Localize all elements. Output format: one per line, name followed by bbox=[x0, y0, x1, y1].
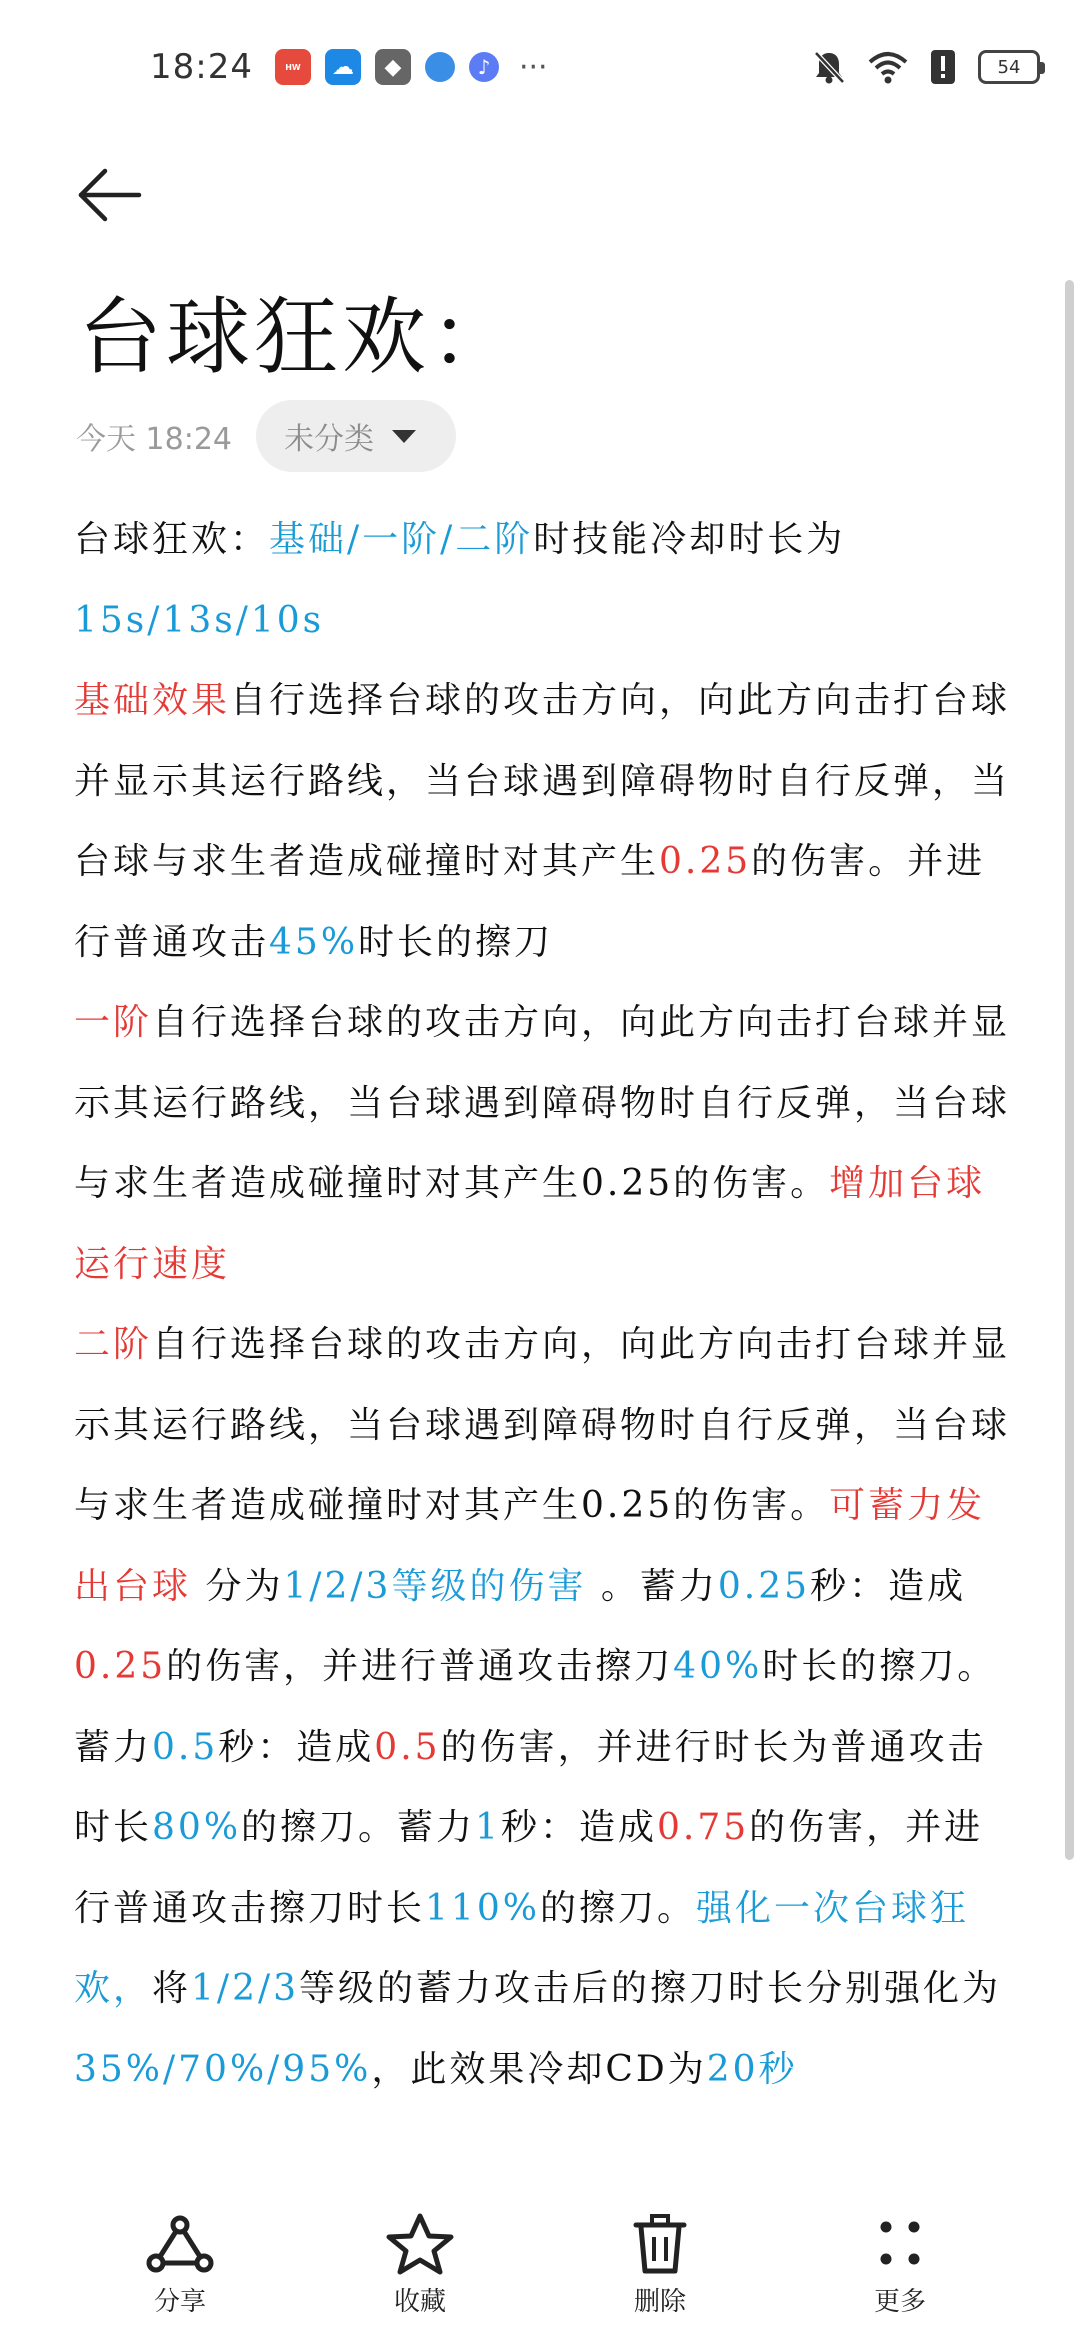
scrollbar[interactable] bbox=[1065, 280, 1074, 1860]
caret-down-icon bbox=[392, 430, 416, 443]
status-right bbox=[812, 40, 1040, 94]
text-run: ，此效果冷却CD为 bbox=[371, 2048, 707, 2090]
status-left bbox=[150, 40, 548, 94]
text-run-blue: 1 bbox=[475, 1807, 501, 1848]
text-run-blue: 0.5 bbox=[152, 1726, 219, 1768]
share-icon bbox=[144, 2213, 216, 2275]
bottom-toolbar bbox=[0, 2190, 1080, 2340]
arrow-left-icon bbox=[77, 167, 143, 223]
share-button[interactable] bbox=[100, 2213, 260, 2318]
text-run-red: 0.25 bbox=[659, 841, 752, 882]
note-date: 今天 18:24 bbox=[76, 422, 232, 457]
category-dropdown[interactable] bbox=[256, 400, 456, 472]
music-app-icon: ♪ bbox=[469, 52, 499, 82]
text-run-red: 可蓄力发出台球 bbox=[74, 1485, 986, 1607]
text-run: 时长的擦刀。蓄力 bbox=[74, 1646, 997, 1768]
text-run: 将 bbox=[152, 1968, 192, 2009]
text-run-red: 0.5 bbox=[374, 1726, 441, 1768]
text-run-red: 增加台球运行速度 bbox=[74, 1163, 986, 1285]
share-label: 分享 bbox=[153, 2286, 206, 2317]
text-run: 的伤害，并进行普通攻击擦刀 bbox=[166, 1646, 674, 1687]
text-run: 的伤害，并进行普通攻击擦刀时长 bbox=[74, 1807, 984, 1929]
text-run: 时长的擦刀 bbox=[358, 921, 554, 963]
text-run: 的擦刀。 bbox=[539, 1887, 696, 1929]
text-run: 的伤害，并进行时长为普通攻击时长 bbox=[74, 1726, 987, 1848]
text-run-blue: 40% bbox=[673, 1646, 763, 1687]
text-run: 的擦刀。蓄力 bbox=[241, 1807, 476, 1848]
text-run: 自行选择台球的攻击方向，向此方向击打台球并显示其运行路线，当台球遇到障碍物时自行反弹，当台球与求生者造成碰撞时对其产生 bbox=[74, 680, 1011, 882]
huawei-app-icon: HW bbox=[275, 49, 311, 85]
text-run: 分为 bbox=[191, 1565, 284, 1607]
text-run-red: 一阶 bbox=[74, 1002, 153, 1043]
text-run-red: 二阶 bbox=[74, 1324, 153, 1365]
text-run-red: 0.25 bbox=[74, 1646, 167, 1687]
browser-app-icon bbox=[425, 52, 455, 82]
text-run: 台球狂欢： bbox=[74, 519, 270, 560]
more-notifications-icon: ··· bbox=[518, 49, 548, 85]
favorite-label: 收藏 bbox=[393, 2286, 446, 2317]
text-run-blue: 80% bbox=[152, 1807, 242, 1848]
more-label: 更多 bbox=[873, 2286, 926, 2317]
text-run-red: 基础效果 bbox=[74, 680, 231, 721]
text-run-blue: 1/2/3等级的伤害 bbox=[283, 1565, 587, 1607]
battery-level: 54 bbox=[997, 56, 1021, 78]
delete-label: 删除 bbox=[633, 2286, 686, 2317]
bell-muted-icon bbox=[812, 49, 846, 85]
text-run: 秒：造成 bbox=[810, 1565, 967, 1607]
trash-icon bbox=[624, 2213, 696, 2275]
text-run: 时技能冷却时长为 bbox=[533, 519, 846, 560]
battery-icon bbox=[978, 50, 1040, 84]
text-run-blue: 45% bbox=[269, 921, 359, 963]
delete-button[interactable] bbox=[580, 2213, 740, 2318]
note-meta bbox=[76, 400, 456, 472]
text-run-blue: 强化一次台球狂欢， bbox=[74, 1887, 969, 2009]
category-label: 未分类 bbox=[284, 422, 374, 457]
paragraph-tier-one bbox=[74, 983, 1014, 1305]
text-run-blue: 基础/一阶/二阶 bbox=[269, 519, 534, 560]
text-run: 等级的蓄力攻击后的擦刀时长分别强化为 bbox=[299, 1968, 1002, 2009]
favorite-button[interactable] bbox=[340, 2213, 500, 2318]
text-run: 的伤害。并进行普通攻击 bbox=[74, 841, 986, 963]
note-body[interactable] bbox=[74, 500, 1014, 2110]
text-run: 。蓄力 bbox=[586, 1565, 718, 1607]
status-time: 18:24 bbox=[150, 47, 253, 87]
text-run-red: 0.75 bbox=[656, 1807, 750, 1848]
back-button[interactable] bbox=[70, 160, 150, 230]
text-run-blue: 1/2/3 bbox=[191, 1968, 300, 2009]
text-run: 自行选择台球的攻击方向，向此方向击打台球并显示其运行路线，当台球遇到障碍物时自行反弹，当台球与求生者造成碰撞时对其产生0.25的伤害。 bbox=[74, 1324, 1011, 1526]
status-bar bbox=[0, 0, 1080, 130]
text-run-blue: 110% bbox=[425, 1887, 540, 1929]
wifi-icon bbox=[868, 50, 908, 84]
more-button[interactable] bbox=[820, 2213, 980, 2318]
note-title[interactable]: 台球狂欢： bbox=[78, 288, 519, 386]
text-run-blue: 35%/70%/95% bbox=[74, 2048, 372, 2090]
game-app-icon: ◆ bbox=[375, 49, 411, 85]
text-run-blue: 0.25 bbox=[717, 1565, 811, 1607]
more-icon bbox=[864, 2213, 936, 2275]
text-run-blue: 15s/13s/10s bbox=[74, 599, 325, 641]
text-run: 秒：造成 bbox=[218, 1726, 375, 1768]
paragraph-cooldown bbox=[74, 500, 1014, 661]
text-run: 秒：造成 bbox=[500, 1807, 657, 1848]
paragraph-base-effect bbox=[74, 661, 1014, 983]
paragraph-tier-two bbox=[74, 1305, 1014, 2110]
star-icon bbox=[384, 2213, 456, 2275]
alert-icon bbox=[930, 49, 956, 85]
weather-app-icon: ☁ bbox=[325, 49, 361, 85]
text-run-blue: 20秒 bbox=[706, 2048, 798, 2090]
text-run: 自行选择台球的攻击方向，向此方向击打台球并显示其运行路线，当台球遇到障碍物时自行反弹，当台球与求生者造成碰撞时对其产生0.25的伤害。 bbox=[74, 1002, 1011, 1204]
